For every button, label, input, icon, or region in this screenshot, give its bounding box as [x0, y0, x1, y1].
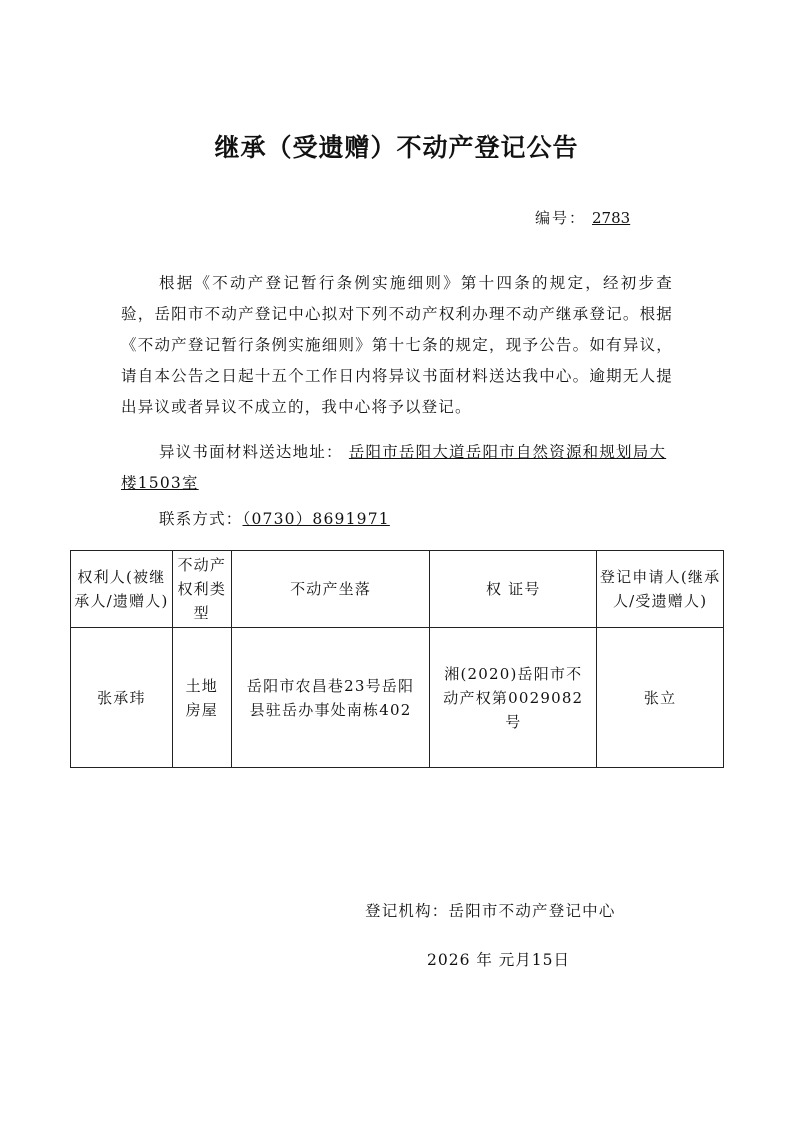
address-value: 岳阳市岳阳大道岳阳市自然资源和规划局大楼1503室 [121, 443, 667, 492]
notice-date: 2026 年 元月15日 [427, 951, 571, 969]
table-cell: 岳阳市农昌巷23号岳阳县驻岳办事处南栋402 [231, 628, 430, 768]
table-cell: 土地房屋 [172, 628, 231, 768]
serial-value: 2783 [592, 209, 631, 227]
notice-paragraph: 根据《不动产登记暂行条例实施细则》第十四条的规定，经初步查验，岳阳市不动产登记中心拟对下列不动产权利办理不动产继承登记。根据《不动产登记暂行条例实施细则》第十七条的规定，现予公告。如有异议，请自本公告之日起十五个工作日内将异议书面材料送达我中心。逾期无人提出异议或者异议不成立的，我中心将予以登记。 [121, 274, 673, 416]
table-header-row [71, 551, 724, 628]
serial-label: 编号： [535, 209, 587, 227]
header-cell: 不动产坐落 [231, 551, 430, 628]
table-cell: 张承玮 [71, 628, 173, 768]
agency-label: 登记机构： [365, 902, 449, 920]
contact-label: 联系方式： [159, 510, 243, 528]
contact-line [159, 507, 390, 529]
registration-table [70, 550, 724, 768]
address-label: 异议书面材料送达地址： [159, 443, 343, 461]
header-cell: 权 证号 [430, 551, 597, 628]
objection-address [121, 437, 673, 499]
table-cell: 湘(2020)岳阳市不动产权第0029082号 [430, 628, 597, 768]
table-cell: 张立 [597, 628, 724, 768]
table-row [71, 628, 724, 768]
contact-value: （0730）8691971 [242, 510, 390, 528]
registration-agency [365, 899, 616, 921]
page-title: 继承（受遗赠）不动产登记公告 [214, 133, 579, 162]
header-cell: 登记申请人(继承人/受遗赠人) [597, 551, 724, 628]
header-cell: 权利人(被继承人/遗赠人) [71, 551, 173, 628]
serial-number [535, 207, 630, 228]
header-cell: 不动产权利类型 [172, 551, 231, 628]
agency-name: 岳阳市不动产登记中心 [448, 902, 616, 920]
